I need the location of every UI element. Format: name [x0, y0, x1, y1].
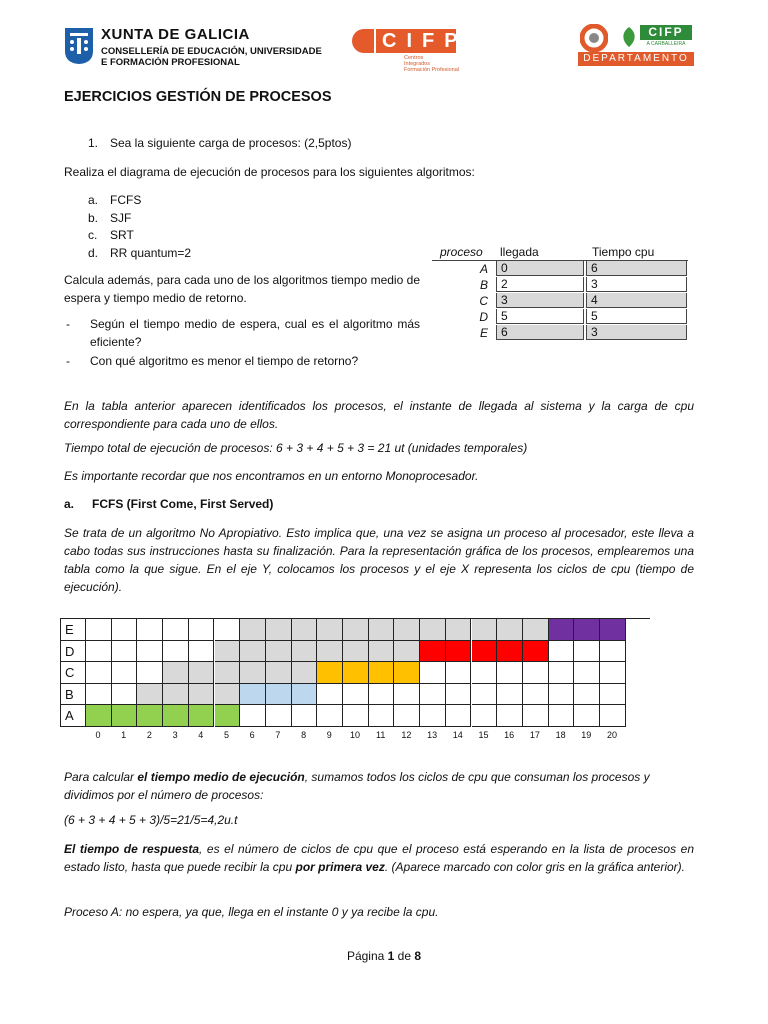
text-span: , sumamos todos los ciclos de cpu que consuman los procesos y dividimos por el número de procesos: [64, 770, 650, 802]
gantt-cell [420, 684, 446, 706]
table-header-llegada: llegada [500, 245, 539, 259]
table-header-proceso: proceso [440, 245, 483, 259]
gantt-cell [369, 705, 395, 727]
list-marker: c. [88, 228, 98, 242]
gantt-cell [394, 662, 420, 684]
gantt-cell [292, 684, 318, 706]
gantt-tick-label: 4 [198, 730, 204, 740]
gantt-cell [446, 641, 472, 663]
list-label: SRT [110, 228, 134, 242]
cell-cpu: 3 [586, 277, 687, 292]
gantt-cell [446, 684, 472, 706]
list-item [88, 210, 191, 228]
gantt-cell [163, 619, 189, 641]
footer-page-number: 1 [387, 949, 395, 963]
gantt-cell [497, 684, 523, 706]
gantt-tick-label: 8 [301, 730, 307, 740]
gantt-tick-label: 0 [95, 730, 101, 740]
list-marker: b. [88, 210, 99, 225]
gantt-cell [420, 619, 446, 641]
gantt-cell [189, 705, 215, 727]
gantt-row-label: A [60, 705, 86, 727]
cell-proceso: D [479, 310, 488, 324]
gantt-cell [317, 619, 343, 641]
gantt-cell [112, 684, 138, 706]
gantt-cell [266, 684, 292, 706]
gantt-cell [549, 619, 575, 641]
gantt-cell [420, 641, 446, 663]
gantt-cell [472, 641, 498, 663]
leaf-icon [620, 26, 638, 48]
gantt-cell [394, 684, 420, 706]
cell-cpu: 4 [586, 293, 687, 308]
gantt-cell [112, 641, 138, 663]
gantt-tick-label: 17 [529, 730, 540, 740]
question-1-text: Según el tiempo medio de espera, cual es el algoritmo más eficiente? [90, 317, 420, 349]
gantt-cell [137, 619, 163, 641]
gantt-cell [189, 619, 215, 641]
cell-proceso: C [479, 294, 488, 308]
gantt-cell [189, 662, 215, 684]
gantt-cell [523, 641, 549, 663]
gantt-cell [137, 684, 163, 706]
gantt-cell [112, 662, 138, 684]
dept-logo [578, 24, 694, 68]
gantt-cell [523, 684, 549, 706]
gantt-cell [600, 641, 626, 663]
gantt-tick-label: 15 [478, 730, 489, 740]
gantt-cell [86, 641, 112, 663]
cell-llegada: 3 [496, 293, 584, 308]
gantt-cell [240, 641, 266, 663]
gantt-cell [574, 662, 600, 684]
list-label: RR quantum=2 [110, 245, 192, 260]
gantt-cell [574, 705, 600, 727]
gantt-tick-label: 11 [376, 730, 386, 740]
dept-sub-text: A CARBALLEIRA [646, 41, 686, 47]
gantt-cell [343, 619, 369, 641]
list-item [88, 227, 191, 245]
gantt-cell [497, 662, 523, 684]
table-row [432, 325, 688, 341]
gantt-cell [86, 684, 112, 706]
paragraph-fcfs: Se trata de un algoritmo No Apropiativo. Esto implica que, una vez se asigna un proceso al procesador, este lleva a cabo todas sus instrucciones hasta su finalización. Para la representación gráfica de los procesos, emplearemos una tabla como la que sigue. En el eje Y, colocamos los procesos y el eje X representa los ciclos de cpu (tiempo de ejecución). [64, 526, 694, 594]
gantt-cell [86, 619, 112, 641]
gantt-row-label: C [60, 662, 86, 684]
gantt-cell [472, 619, 498, 641]
list-item [88, 245, 191, 263]
gantt-cell [446, 705, 472, 727]
formula: (6 + 3 + 4 + 5 + 3)/5=21/5=4,2u.t [64, 813, 238, 827]
gantt-cell [86, 705, 112, 727]
gantt-cell [240, 705, 266, 727]
gantt-cell [497, 705, 523, 727]
gantt-cell [394, 705, 420, 727]
gantt-cell [369, 684, 395, 706]
gantt-cell [343, 641, 369, 663]
gantt-cell [369, 619, 395, 641]
gantt-cell [189, 684, 215, 706]
text-span: , es el número de ciclos de cpu que el proceso está esperando en la lista de procesos en estado listo, hasta que puede recibir la cpu [64, 842, 694, 874]
cifp-logo [352, 29, 468, 55]
calc-paragraph: Calcula además, para cada uno de los algoritmos tiempo medio de espera y tiempo medio de retorno. [64, 273, 420, 305]
gantt-cell [574, 684, 600, 706]
cell-llegada: 0 [496, 261, 584, 276]
gantt-tick-label: 2 [146, 730, 152, 740]
gantt-cell [369, 641, 395, 663]
paragraph-table-desc: En la tabla anterior aparecen identificados los procesos, el instante de llegada al sistema y la carga de cpu correspondiente para cada uno de ellos. [64, 399, 694, 431]
gantt-cell [112, 619, 138, 641]
gantt-cell [523, 705, 549, 727]
page-footer [0, 949, 768, 963]
gantt-tick-label: 3 [172, 730, 178, 740]
gantt-cell [215, 619, 241, 641]
cell-proceso: E [479, 326, 488, 340]
gantt-cell [292, 662, 318, 684]
text-span: . (Aparece marcado con color gris en la gráfica anterior). [384, 860, 685, 874]
gantt-tick-label: 10 [349, 730, 360, 740]
cifp-tagline-3: Formación Profesional [404, 67, 460, 73]
gantt-chart [60, 618, 650, 727]
list-label: FCFS [110, 193, 142, 207]
list-item: - Según el tiempo medio de espera, cual es el algoritmo más eficiente? [66, 317, 420, 349]
gantt-cell [292, 641, 318, 663]
gantt-cell [317, 641, 343, 663]
list-marker: a. [88, 193, 99, 207]
question-number: 1. [88, 136, 99, 150]
xunta-shield-icon [64, 27, 94, 65]
gantt-row-label: B [60, 684, 86, 706]
gantt-cell [420, 662, 446, 684]
gantt-cell [600, 662, 626, 684]
gantt-cell [472, 662, 498, 684]
cell-proceso: B [479, 278, 488, 292]
gantt-cell [343, 684, 369, 706]
gantt-cell [574, 619, 600, 641]
gantt-cell [266, 705, 292, 727]
gantt-cell [497, 641, 523, 663]
gantt-cell [446, 619, 472, 641]
gantt-cell [394, 641, 420, 663]
gantt-cell [137, 641, 163, 663]
gantt-cell [523, 662, 549, 684]
bold-span: el tiempo medio de ejecución [137, 770, 305, 784]
bold-span: El tiempo de respuesta [64, 842, 200, 856]
gantt-cell [163, 662, 189, 684]
gantt-cell [137, 662, 163, 684]
table-header-cpu: Tiempo cpu [592, 245, 655, 259]
gantt-tick-label: 20 [606, 730, 617, 740]
paragraph-response-time [64, 840, 694, 876]
gantt-cell [420, 705, 446, 727]
cell-llegada: 6 [496, 325, 584, 340]
gantt-cell [317, 705, 343, 727]
gantt-cell [600, 619, 626, 641]
intro-text: Realiza el diagrama de ejecución de procesos para los siguientes algoritmos: [64, 165, 475, 179]
gantt-tick-label: 6 [249, 730, 255, 740]
gantt-cell [549, 705, 575, 727]
footer-text: de [394, 949, 415, 963]
gantt-cell [549, 684, 575, 706]
gantt-tick-label: 13 [427, 730, 438, 740]
section-a-title: FCFS (First Come, First Served) [92, 497, 274, 511]
gantt-cell [472, 705, 498, 727]
list-marker: d. [88, 245, 99, 260]
gantt-tick-label: 5 [223, 730, 229, 740]
gantt-cell [266, 662, 292, 684]
gantt-row-label: E [60, 619, 86, 641]
gantt-cell [86, 662, 112, 684]
gantt-cell [549, 662, 575, 684]
text-span: Para calcular [64, 770, 138, 784]
paragraph-process-a: Proceso A: no espera, ya que, llega en el instante 0 y ya recibe la cpu. [64, 905, 439, 919]
gantt-tick-label: 16 [504, 730, 515, 740]
bold-span: por primera vez [295, 860, 385, 874]
list-label: SJF [110, 210, 132, 225]
table-row [432, 309, 688, 325]
gantt-cell [266, 641, 292, 663]
gantt-cell [343, 705, 369, 727]
cell-cpu: 5 [586, 309, 687, 324]
algorithm-list [88, 192, 191, 262]
gantt-tick-label: 1 [121, 730, 127, 740]
question-2-text: Con qué algoritmo es menor el tiempo de retorno? [90, 354, 359, 368]
gantt-cell [394, 619, 420, 641]
xunta-subtitle-2: E FORMACIÓN PROFESIONAL [101, 57, 240, 67]
gantt-tick-label: 14 [452, 730, 463, 740]
cell-llegada: 5 [496, 309, 584, 324]
gantt-cell [343, 662, 369, 684]
cell-proceso: A [479, 262, 488, 276]
paragraph-exec-time [64, 768, 694, 804]
gantt-cell [292, 705, 318, 727]
gantt-cell [600, 684, 626, 706]
cifp-logo-text: CIFP [376, 29, 456, 53]
gantt-cell [472, 684, 498, 706]
gantt-tick-label: 19 [581, 730, 592, 740]
dept-ring-icon [580, 24, 608, 52]
gantt-cell [163, 705, 189, 727]
section-a-marker: a. [64, 497, 75, 511]
gantt-cell [549, 641, 575, 663]
gantt-cell [240, 684, 266, 706]
gantt-cell [215, 641, 241, 663]
gantt-cell [266, 619, 292, 641]
gantt-cell [163, 684, 189, 706]
paragraph-monoprocessor: Es importante recordar que nos encontramos en un entorno Monoprocesador. [64, 469, 479, 483]
table-row [432, 277, 688, 293]
footer-total-pages: 8 [414, 949, 422, 963]
paragraph-total-time: Tiempo total de ejecución de procesos: 6 + 3 + 4 + 5 + 3 = 21 ut (unidades temporales) [64, 441, 528, 455]
cifp-tagline-1: Centros [404, 55, 424, 61]
table-row [432, 293, 688, 309]
gantt-tick-label: 12 [401, 730, 412, 740]
gantt-cell [215, 684, 241, 706]
gantt-tick-label: 18 [555, 730, 566, 740]
gantt-cell [240, 619, 266, 641]
gantt-cell [317, 684, 343, 706]
gantt-cell [215, 705, 241, 727]
cifp-tagline [404, 55, 459, 73]
cell-cpu: 3 [586, 325, 687, 340]
xunta-logo [64, 27, 94, 65]
footer-text: Página [346, 949, 388, 963]
table-row [432, 261, 688, 277]
xunta-title: XUNTA DE GALICIA [101, 26, 250, 43]
list-item: - Con qué algoritmo es menor el tiempo de retorno? [66, 354, 359, 368]
gantt-row-label: D [60, 641, 86, 663]
gantt-cell [317, 662, 343, 684]
gantt-tick-label: 9 [326, 730, 332, 740]
cifp-tagline-2: Integrados [404, 61, 430, 67]
gantt-cell [137, 705, 163, 727]
gantt-cell [574, 641, 600, 663]
page-title: EJERCICIOS GESTIÓN DE PROCESOS [64, 89, 332, 105]
cell-llegada: 2 [496, 277, 584, 292]
gantt-cell [369, 662, 395, 684]
question-text: Sea la siguiente carga de procesos: (2,5ptos) [110, 136, 352, 150]
cell-cpu: 6 [586, 261, 687, 276]
gantt-cell [292, 619, 318, 641]
gantt-cell [215, 662, 241, 684]
gantt-cell [189, 641, 215, 663]
gantt-cell [112, 705, 138, 727]
process-table [432, 244, 688, 341]
dept-banner: DEPARTAMENTO [578, 52, 694, 66]
question-list [64, 316, 420, 371]
gantt-cell [240, 662, 266, 684]
gantt-cell [497, 619, 523, 641]
dept-cifp-text: CIFP [640, 25, 692, 40]
list-item [88, 192, 191, 210]
gantt-cell [163, 641, 189, 663]
xunta-subtitle-1: CONSELLERÍA DE EDUCACIÓN, UNIVERSIDADE [101, 46, 322, 57]
gantt-cell [523, 619, 549, 641]
gantt-cell [600, 705, 626, 727]
gantt-tick-label: 7 [275, 730, 281, 740]
gantt-cell [446, 662, 472, 684]
